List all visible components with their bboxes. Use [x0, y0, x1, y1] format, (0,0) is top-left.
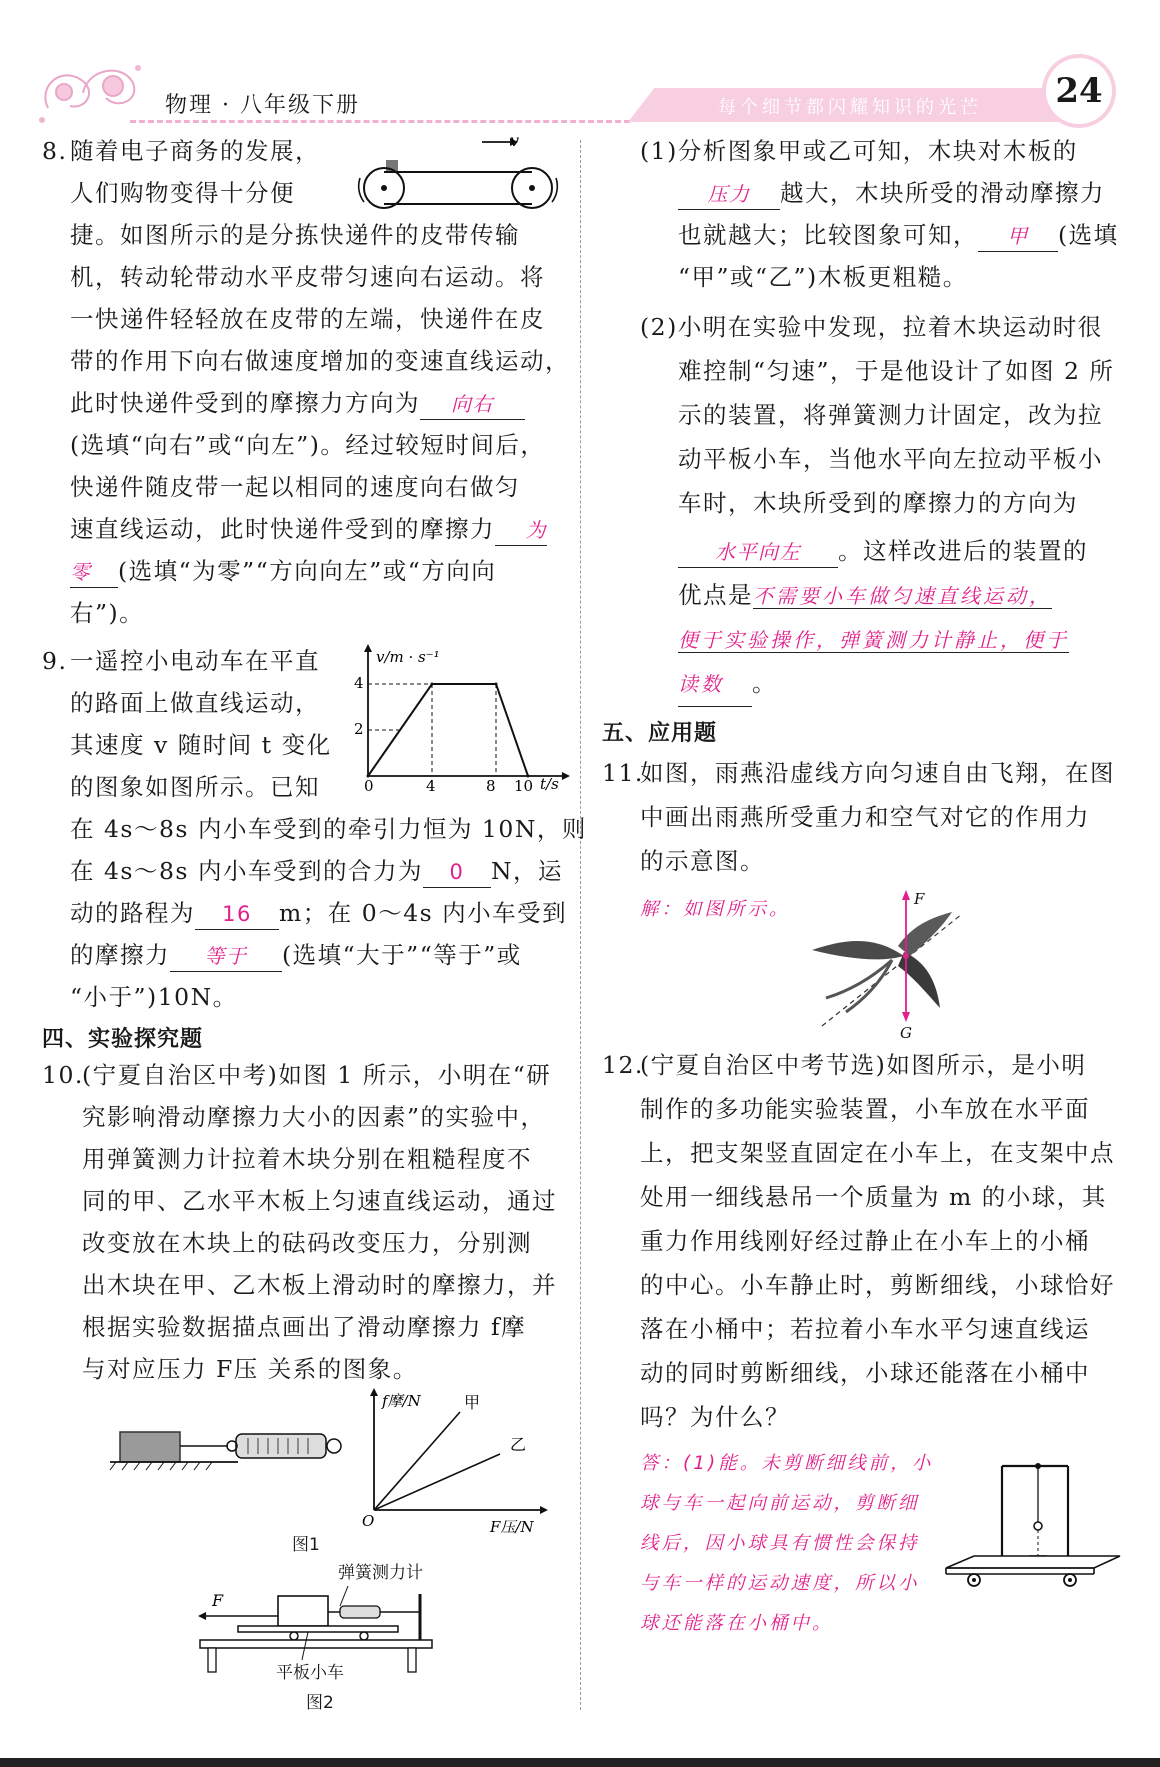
- y-axis-label: f摩/N: [382, 1392, 421, 1410]
- force-g-label: G: [900, 1024, 912, 1040]
- header-dashed-line: [130, 120, 630, 123]
- q12-line: 处用一细线悬吊一个质量为 m 的小球，其: [640, 1183, 1107, 1211]
- wood-block: [278, 1596, 328, 1626]
- figure-2-spring-label: 弹簧测力计: [338, 1563, 423, 1583]
- q9-number: 9.: [42, 647, 68, 675]
- x-tick-label: 0: [364, 777, 374, 792]
- velocity-point: [367, 775, 370, 778]
- swallow-wing-left: [812, 941, 904, 959]
- q10-p1-line: 越大，木块所受的滑动摩擦力: [780, 179, 1105, 207]
- q8-line: 带的作用下向右做速度增加的变速直线运动，: [70, 347, 570, 375]
- velocity-time-graph: [350, 644, 570, 792]
- velocity-point: [431, 683, 434, 686]
- section-5-title: 五、应用题: [602, 721, 718, 746]
- q12-answer-line: 球与车一起向前运动，剪断细: [640, 1493, 920, 1514]
- q10-p1-line: (选填: [1058, 221, 1119, 249]
- conveyor-belt-figure: [352, 132, 564, 210]
- q10-p2-line: (2)小明在实验中发现，拉着木块运动时很: [640, 313, 1103, 341]
- velocity-point: [495, 683, 498, 686]
- q8-number: 8.: [42, 137, 68, 165]
- q12-answer-line: 球还能落在小桶中。: [640, 1613, 834, 1634]
- q12-number: 12.: [602, 1051, 644, 1079]
- column-divider: [580, 140, 581, 1710]
- x-tick-label: 8: [486, 777, 496, 792]
- bottom-band: [0, 1758, 1160, 1767]
- q8-answer-1: 向右: [420, 389, 525, 420]
- q10-p1-answer-2: 甲: [978, 221, 1058, 252]
- line-yi: [374, 1454, 500, 1510]
- q10-p2-answer-2: 便于实验操作，弹簧测力计静止，便于: [678, 628, 1069, 652]
- q9-line: “小于”)10N。: [70, 983, 238, 1011]
- q10-line: 究影响滑动摩擦力大小的因素”的实验中，: [82, 1103, 546, 1131]
- q9-line: N，运: [490, 857, 564, 885]
- wood-block: [120, 1432, 180, 1462]
- header: [0, 0, 1160, 130]
- q10-line: 出木块在甲、乙木板上滑动时的摩擦力，并: [82, 1271, 557, 1299]
- q10-line: 用弹簧测力计拉着木块分别在粗糙程度不: [82, 1145, 532, 1173]
- swallow-force-diagram: [812, 890, 972, 1040]
- q10-p2-line: 动平板小车，当他水平向左拉动平板小: [678, 445, 1103, 473]
- q12-answer-line: 与车一样的运动速度，所以小: [640, 1573, 920, 1594]
- page-number-badge: [1046, 58, 1112, 124]
- q11-answer: 解：如图所示。: [640, 899, 791, 920]
- motto: 每个细节都闪耀知识的光芒: [718, 97, 982, 118]
- q10-p2-line: 车时，木块所受到的摩擦力的方向为: [678, 489, 1078, 517]
- q8-line: 捷。如图所示的是分拣快递件的皮带传输: [70, 221, 520, 249]
- q12-line: 吗？为什么？: [640, 1403, 790, 1431]
- q9-line: 的图象如图所示。已知: [70, 773, 320, 801]
- q9-line: 的路面上做直线运动，: [70, 689, 320, 717]
- q8-line: 一快递件轻轻放在皮带的左端，快递件在皮: [70, 305, 545, 333]
- q9-line: 的摩擦力: [70, 941, 170, 969]
- line-jia-label: 甲: [464, 1393, 481, 1412]
- line-jia: [374, 1412, 460, 1510]
- q10-p2-end: 。: [752, 669, 777, 697]
- q9-answer-2: 16: [195, 899, 279, 930]
- q8-line: (选填“为零”“方向向左”或“方向向: [118, 557, 497, 585]
- q8-answer-2a: 为: [495, 515, 547, 546]
- q12-line: 上，把支架竖直固定在小车上，在支架中点: [640, 1139, 1115, 1167]
- cart-pendulum-figure: [944, 1460, 1124, 1610]
- cart-body: [946, 1556, 1120, 1568]
- q12-line: 的中心。小车静止时，剪断细线，小球恰好: [640, 1271, 1115, 1299]
- q10-line: 改变放在木块上的砝码改变压力，分别测: [82, 1229, 532, 1257]
- figure-1-apparatus: [108, 1418, 356, 1498]
- q8-line: 此时快递件受到的摩擦力方向为: [70, 389, 420, 417]
- q10-p2-line: 示的装置，将弹簧测力计固定，改为拉: [678, 401, 1103, 429]
- q8-line: 随着电子商务的发展，: [70, 137, 320, 165]
- x-axis-label: t/s: [540, 775, 559, 792]
- q10-p2-answer-1: 水平向左: [678, 537, 838, 568]
- q11-line: 的示意图。: [640, 847, 765, 875]
- subject-title: 物理 · 八年级下册: [165, 93, 360, 118]
- y-axis-label: v/m · s⁻¹: [376, 648, 440, 666]
- figure-2-caption: 图2: [306, 1693, 334, 1713]
- q10-line: 根据实验数据描点画出了滑动摩擦力 f摩: [82, 1313, 527, 1341]
- q10-p2-line: 难控制“匀速”，于是他设计了如图 2 所: [678, 357, 1115, 385]
- q11-number: 11.: [602, 759, 644, 787]
- q8-answer-2b: 零: [70, 557, 118, 588]
- q12-answer-line: 线后，因小球具有惯性会保持: [640, 1533, 920, 1554]
- q12-line: 重力作用线刚好经过静止在小车上的小桶: [640, 1227, 1090, 1255]
- figure-2-cart-label: 平板小车: [276, 1663, 344, 1683]
- page-number: 24: [1055, 71, 1103, 111]
- spring-scale: [236, 1434, 326, 1458]
- spring-scale: [340, 1606, 380, 1618]
- q10-p2-line: 。这样改进后的装置的: [838, 537, 1088, 565]
- line-yi-label: 乙: [510, 1435, 527, 1454]
- swallow-wing-right: [898, 952, 940, 1008]
- q12-answer-line: 答：(1)能。未剪断细线前，小: [640, 1453, 934, 1474]
- q10-p2-answer-2: 读数: [678, 663, 752, 707]
- origin-label: O: [362, 1512, 375, 1530]
- q8-line: 机，转动轮带动水平皮带匀速向右运动。将: [70, 263, 545, 291]
- q9-line: 在 4s～8s 内小车受到的牵引力恒为 10N，则: [70, 815, 587, 843]
- q9-line: 一遥控小电动车在平直: [70, 647, 320, 675]
- figure-1-caption: 图1: [292, 1535, 320, 1555]
- flower-ornament-icon: [28, 48, 148, 128]
- y-tick-label: 2: [354, 720, 364, 738]
- q10-line: (宁夏自治区中考)如图 1 所示，小明在“研: [82, 1061, 552, 1089]
- section-4-title: 四、实验探究题: [42, 1027, 204, 1052]
- q10-p1-line: 也就越大；比较图象可知，: [678, 221, 978, 249]
- ball: [1034, 1522, 1042, 1530]
- table-top: [200, 1640, 432, 1648]
- q11-line: 中画出雨燕所受重力和空气对它的作用力: [640, 803, 1090, 831]
- q10-p2-line: 优点是: [678, 581, 753, 609]
- y-tick-label: 4: [354, 674, 364, 692]
- q10-p2-answer-2: 不需要小车做匀速直线运动，: [753, 584, 1052, 608]
- q12-line: (宁夏自治区中考节选)如图所示，是小明: [640, 1051, 1087, 1079]
- q8-line: 速直线运动，此时快递件受到的摩擦力: [70, 515, 495, 543]
- q8-line: 快递件随皮带一起以相同的速度向右做匀: [70, 473, 520, 501]
- q9-line: (选填“大于”“等于”或: [282, 941, 522, 969]
- x-tick-label: 10: [514, 777, 534, 792]
- q11-line: 如图，雨燕沿虚线方向匀速自由飞翔，在图: [640, 759, 1115, 787]
- q12-line: 动的同时剪断细线，小球还能落在小桶中: [640, 1359, 1090, 1387]
- q10-line: 同的甲、乙水平木板上匀速直线运动，通过: [82, 1187, 557, 1215]
- q10-line: 与对应压力 F压 关系的图象。: [82, 1355, 418, 1383]
- x-axis-label: F压/N: [490, 1518, 534, 1536]
- q8-line: (选填“向右”或“向左”)。经过较短时间后，: [70, 431, 546, 459]
- q10-p1-line: “甲”或“乙”)木板更粗糙。: [678, 263, 968, 291]
- q9-line: 在 4s～8s 内小车受到的合力为: [70, 857, 423, 885]
- force-label: F: [212, 1591, 224, 1610]
- q9-answer-1: 0: [423, 857, 491, 888]
- friction-pressure-graph: [360, 1386, 550, 1536]
- q9-line: m；在 0～4s 内小车受到: [279, 899, 568, 927]
- q9-answer-3: 等于: [170, 941, 282, 972]
- q8-line: 人们购物变得十分便: [70, 179, 295, 207]
- q9-line: 其速度 v 随时间 t 变化: [70, 731, 332, 759]
- force-f-label: F: [914, 890, 925, 908]
- q10-p1-line: (1)分析图象甲或乙可知，木块对木板的: [640, 137, 1078, 165]
- q12-line: 落在小桶中；若拉着小车水平匀速直线运: [640, 1315, 1090, 1343]
- q8-line: 右”)。: [70, 599, 145, 627]
- q9-line: 动的路程为: [70, 899, 195, 927]
- q10-number: 10.: [42, 1061, 84, 1089]
- q10-p1-answer-1: 压力: [678, 179, 780, 210]
- velocity-label: v: [510, 132, 520, 150]
- flat-cart: [238, 1626, 398, 1632]
- q12-line: 制作的多功能实验装置，小车放在水平面: [640, 1095, 1090, 1123]
- velocity-point: [527, 775, 530, 778]
- x-tick-label: 4: [426, 777, 436, 792]
